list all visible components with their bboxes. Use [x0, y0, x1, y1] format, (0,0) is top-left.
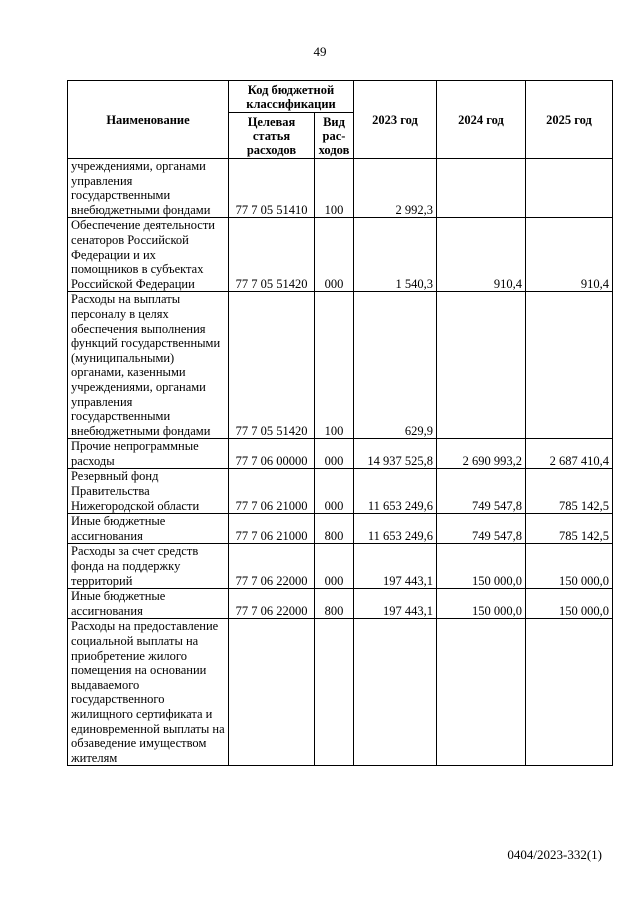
table-row	[68, 159, 613, 218]
row-value-2023: 14 937 525,8	[354, 439, 437, 469]
row-value-2024: 2 690 993,2	[437, 439, 526, 469]
row-value-2023: 629,9	[354, 292, 437, 439]
row-target-article: 77 7 05 51420	[229, 292, 315, 439]
row-name: Иные бюджетные ассигнования	[68, 589, 229, 619]
table-row	[68, 469, 613, 514]
header-target-article: Целевая статья расходов	[229, 113, 315, 159]
row-value-2023	[354, 619, 437, 766]
table-header	[68, 81, 613, 159]
row-value-2024: 910,4	[437, 218, 526, 292]
row-value-2023: 11 653 249,6	[354, 514, 437, 544]
row-expense-type: 100	[315, 292, 354, 439]
budget-table	[67, 80, 613, 766]
table-row	[68, 439, 613, 469]
row-value-2025: 150 000,0	[526, 544, 613, 589]
row-name: Иные бюджетные ассигнования	[68, 514, 229, 544]
row-value-2025	[526, 292, 613, 439]
row-value-2025: 785 142,5	[526, 514, 613, 544]
row-name: Резервный фонд Правительства Нижегородской области	[68, 469, 229, 514]
row-expense-type: 000	[315, 439, 354, 469]
row-value-2023: 11 653 249,6	[354, 469, 437, 514]
row-expense-type: 100	[315, 159, 354, 218]
table-row	[68, 619, 613, 766]
header-year-2025: 2025 год	[526, 81, 613, 159]
row-target-article: 77 7 06 22000	[229, 589, 315, 619]
table-row	[68, 544, 613, 589]
header-year-2023: 2023 год	[354, 81, 437, 159]
row-expense-type: 000	[315, 544, 354, 589]
row-name: Расходы на выплаты персоналу в целях обеспечения выполнения функций государственными (муниципальными) органами, казенными учреждениями, органами управления государственными внебюджетными фондами	[68, 292, 229, 439]
table-row	[68, 218, 613, 292]
header-expense-type: Вид рас-ходов	[315, 113, 354, 159]
row-target-article	[229, 619, 315, 766]
row-name: Обеспечение деятельности сенаторов Российской Федерации и их помощников в субъектах Российской Федерации	[68, 218, 229, 292]
row-name: Расходы на предоставление социальной выплаты на приобретение жилого помещения на основании выдаваемого государственного жилищного сертификата и единовременной выплаты на обзаведение имуществом жителям	[68, 619, 229, 766]
row-value-2025	[526, 159, 613, 218]
table-row	[68, 514, 613, 544]
row-name: учреждениями, органами управления государственными внебюджетными фондами	[68, 159, 229, 218]
row-value-2025: 150 000,0	[526, 589, 613, 619]
row-value-2024	[437, 619, 526, 766]
row-value-2025	[526, 619, 613, 766]
row-value-2024: 150 000,0	[437, 589, 526, 619]
row-value-2023: 197 443,1	[354, 544, 437, 589]
row-value-2025: 785 142,5	[526, 469, 613, 514]
row-target-article: 77 7 05 51420	[229, 218, 315, 292]
row-target-article: 77 7 06 21000	[229, 514, 315, 544]
row-value-2025: 910,4	[526, 218, 613, 292]
document-code: 0404/2023-332(1)	[507, 847, 602, 862]
row-target-article: 77 7 06 00000	[229, 439, 315, 469]
row-target-article: 77 7 06 21000	[229, 469, 315, 514]
row-value-2024: 749 547,8	[437, 514, 526, 544]
row-expense-type: 800	[315, 589, 354, 619]
header-code-group: Код бюджетной классификации	[229, 81, 354, 113]
row-expense-type: 000	[315, 218, 354, 292]
row-target-article: 77 7 06 22000	[229, 544, 315, 589]
row-value-2023: 197 443,1	[354, 589, 437, 619]
table-body	[68, 159, 613, 766]
row-value-2024: 749 547,8	[437, 469, 526, 514]
row-value-2024: 150 000,0	[437, 544, 526, 589]
header-year-2024: 2024 год	[437, 81, 526, 159]
row-name: Расходы за счет средств фонда на поддержку территорий	[68, 544, 229, 589]
row-target-article: 77 7 05 51410	[229, 159, 315, 218]
page-number: 49	[313, 44, 327, 59]
row-value-2025: 2 687 410,4	[526, 439, 613, 469]
table-row	[68, 292, 613, 439]
row-expense-type: 000	[315, 469, 354, 514]
row-expense-type: 800	[315, 514, 354, 544]
row-value-2024	[437, 292, 526, 439]
row-name: Прочие непрограммные расходы	[68, 439, 229, 469]
header-name: Наименование	[68, 81, 229, 159]
row-expense-type	[315, 619, 354, 766]
row-value-2023: 1 540,3	[354, 218, 437, 292]
table-row	[68, 589, 613, 619]
row-value-2023: 2 992,3	[354, 159, 437, 218]
row-value-2024	[437, 159, 526, 218]
